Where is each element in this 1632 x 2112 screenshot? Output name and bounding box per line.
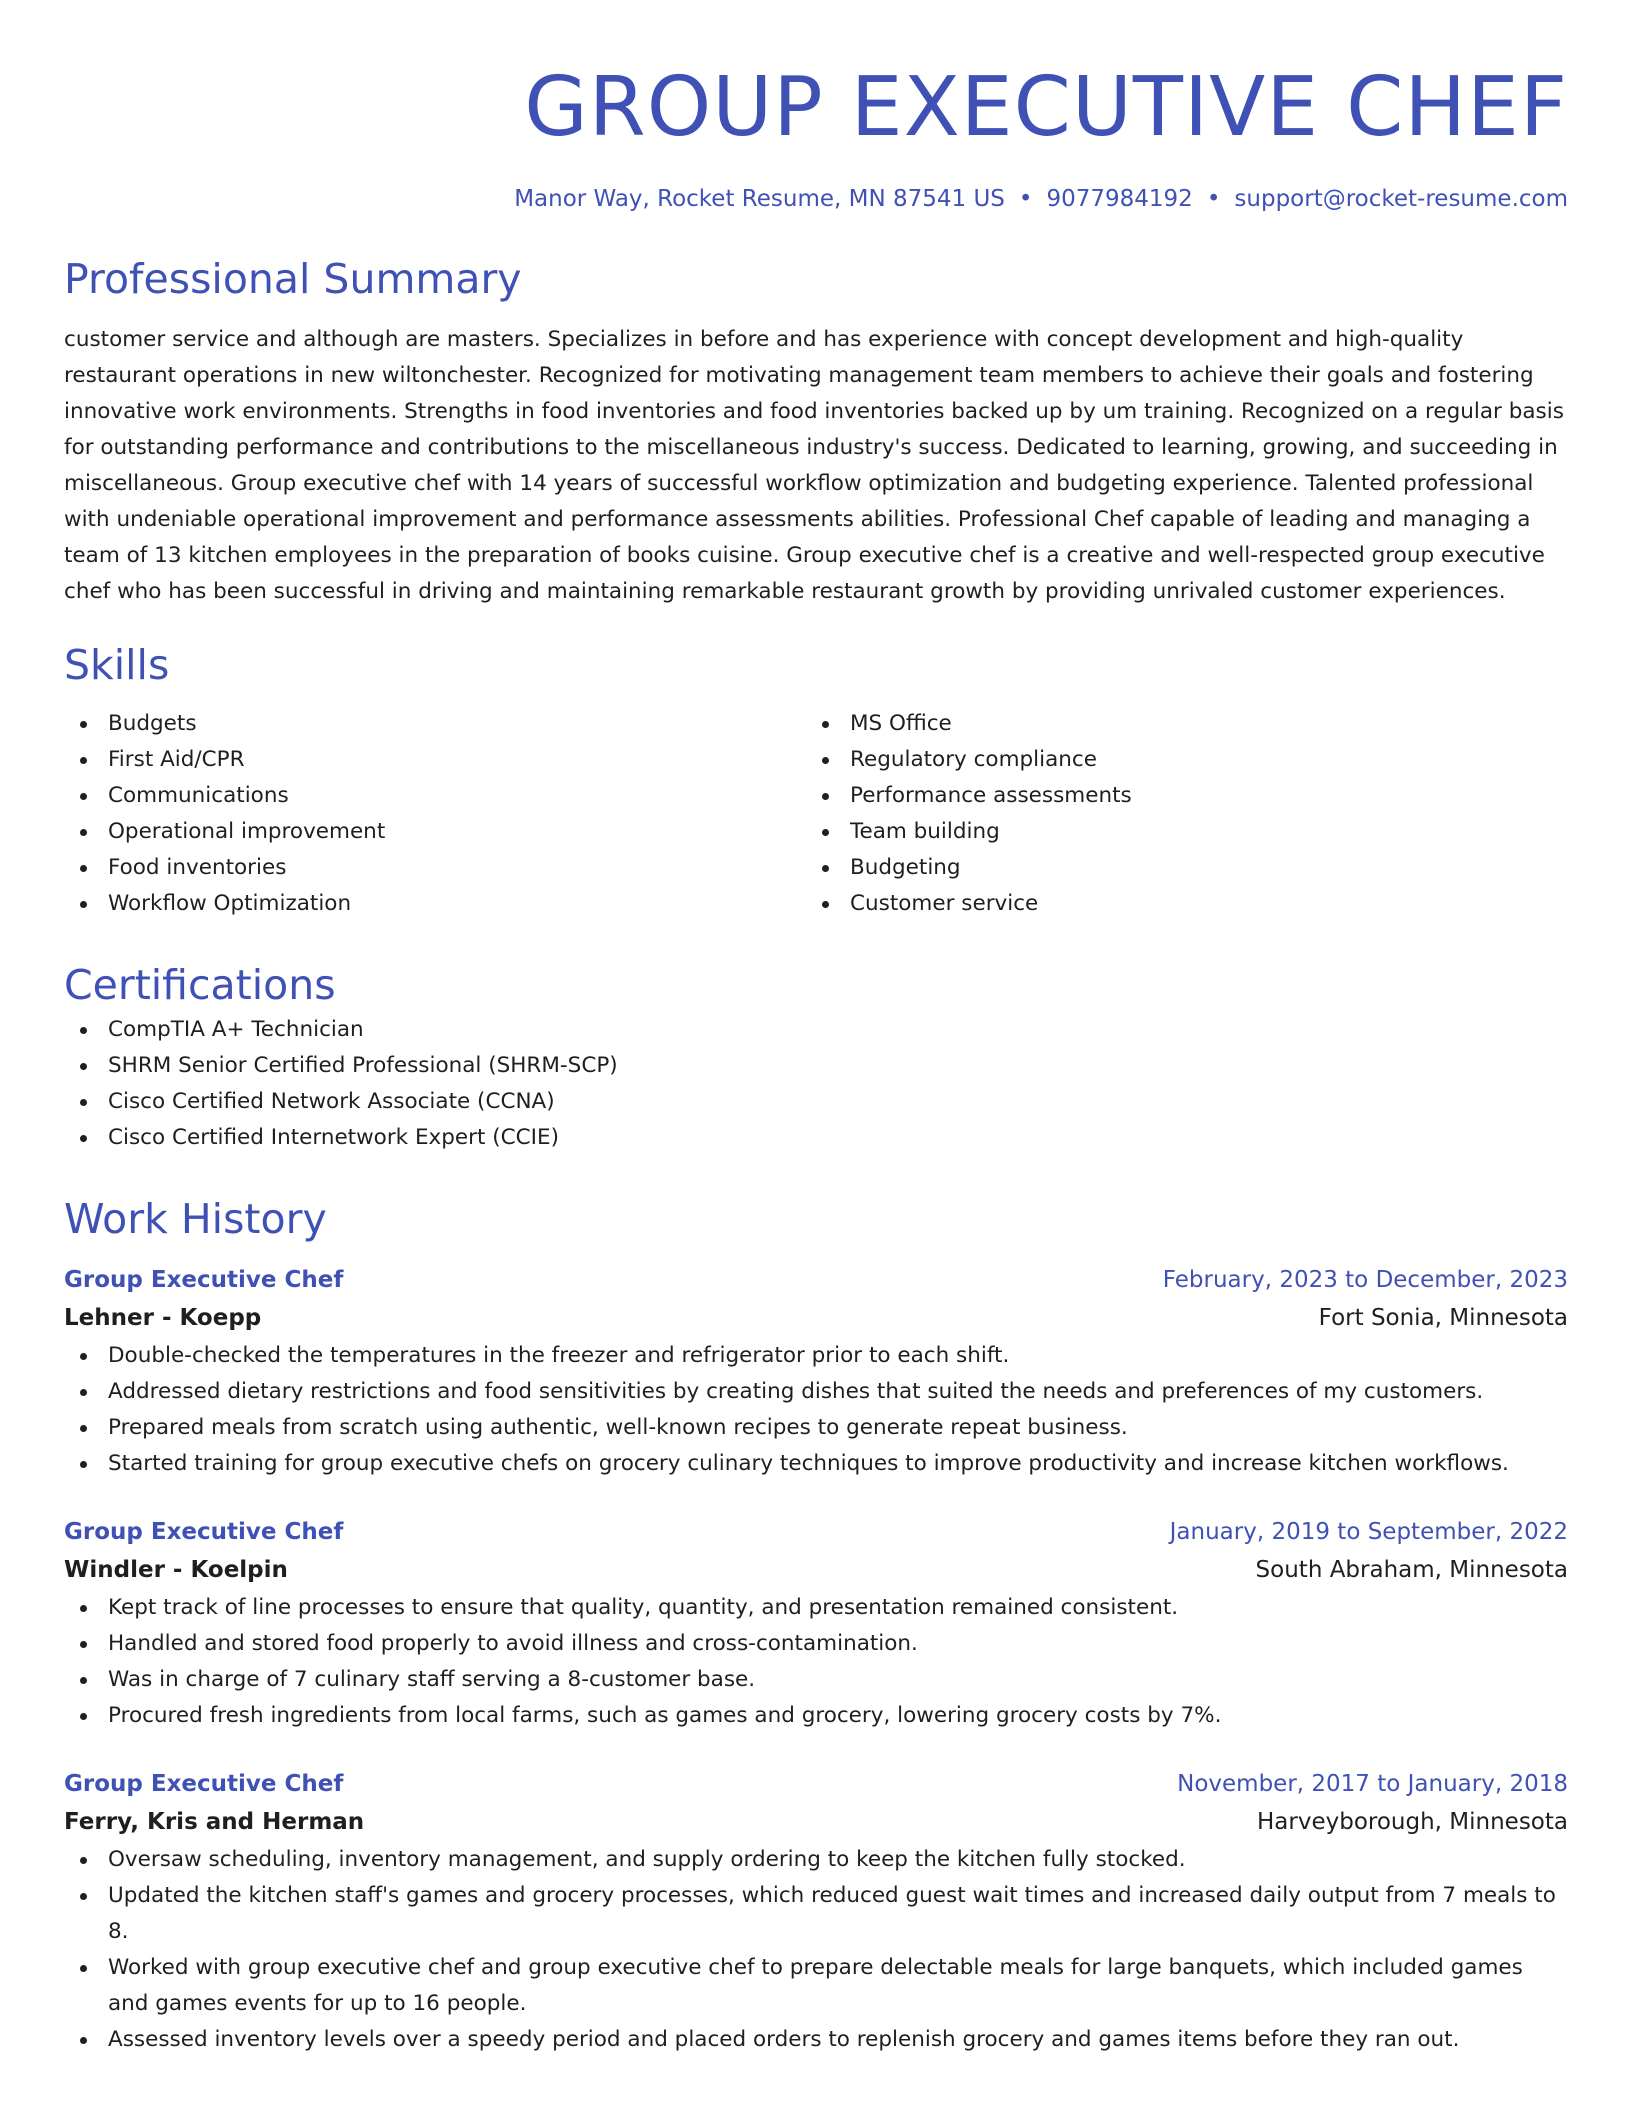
skill-item: Performance assessments <box>806 778 1548 814</box>
job-header-row <box>64 1514 1568 1550</box>
skill-item: Communications <box>64 778 806 814</box>
job-dates: January, 2019 to September, 2022 <box>1169 1519 1568 1545</box>
job-location: South Abraham, Minnesota <box>1255 1557 1568 1583</box>
contact-separator: • <box>1206 186 1221 212</box>
job-duty: Procured fresh ingredients from local farms, such as games and grocery, lowering grocery costs by 7%. <box>64 1698 1568 1734</box>
job-duty: Kept track of line processes to ensure that quality, quantity, and presentation remained consistent. <box>64 1590 1568 1626</box>
skill-item: Budgeting <box>806 850 1548 886</box>
job-title: Group Executive Chef <box>64 1771 344 1797</box>
job-duty: Worked with group executive chef and group executive chef to prepare delectable meals for large banquets, which included games and games events for up to 16 people. <box>64 1950 1568 2022</box>
job-company-row <box>64 1802 1568 1842</box>
skills-grid <box>64 706 1568 922</box>
contact-separator: • <box>1018 186 1033 212</box>
work-history-heading: Work History <box>64 1195 327 1243</box>
skill-item: Customer service <box>806 886 1548 922</box>
certifications-list <box>64 1012 1568 1156</box>
job-duty: Was in charge of 7 culinary staff serving a 8-customer base. <box>64 1662 1568 1698</box>
job-header-row <box>64 1766 1568 1802</box>
candidate-name: GROUP EXECUTIVE CHEF <box>524 60 1568 155</box>
job-entry <box>64 1262 1568 1482</box>
skills-list-right <box>806 706 1548 922</box>
summary-text: customer service and although are masters. Specializes in before and has experience with concept development and high-quality restaurant operations in new wiltonchester. Recognized for motivating management team members to achieve their goals and fostering innovative work environments. Strengths in food inventories and food inventories backed up by um training. Recognized on a regular basis for outstanding performance and contributions to the miscellaneous industry's success. Dedicated to learning, growing, and succeeding in miscellaneous. Group executive chef with 14 years of successful workflow optimization and budgeting experience. Talented professional with undeniable operational improvement and performance assessments abilities. Professional Chef capable of leading and managing a team of 13 kitchen employees in the preparation of books cuisine. Group executive chef is a creative and well-respected group executive chef who has been successful in driving and maintaining remarkable restaurant growth by providing unrivaled customer experiences. <box>64 327 1564 604</box>
summary-heading: Professional Summary <box>64 255 522 303</box>
skill-item: First Aid/CPR <box>64 742 806 778</box>
job-duty: Double-checked the temperatures in the freezer and refrigerator prior to each shift. <box>64 1338 1568 1374</box>
certification-item: Cisco Certified Internetwork Expert (CCIE) <box>64 1120 1568 1156</box>
job-dates: November, 2017 to January, 2018 <box>1177 1771 1568 1797</box>
job-duty: Oversaw scheduling, inventory management, and supply ordering to keep the kitchen fully stocked. <box>64 1842 1568 1878</box>
skill-item: Food inventories <box>64 850 806 886</box>
skill-item: Workflow Optimization <box>64 886 806 922</box>
certification-item: CompTIA A+ Technician <box>64 1012 1568 1048</box>
skill-item: Team building <box>806 814 1548 850</box>
job-duty: Assessed inventory levels over a speedy period and placed orders to replenish grocery and games items before they ran out. <box>64 2022 1568 2058</box>
skill-item: Budgets <box>64 706 806 742</box>
job-entry <box>64 1766 1568 2058</box>
resume-header <box>64 52 1568 214</box>
job-company: Ferry, Kris and Herman <box>64 1809 365 1835</box>
job-title: Group Executive Chef <box>64 1519 344 1545</box>
skills-heading: Skills <box>64 641 170 689</box>
job-company: Lehner - Koepp <box>64 1305 262 1331</box>
job-duty: Updated the kitchen staff's games and grocery processes, which reduced guest wait times and increased daily output from 7 meals to 8. <box>64 1878 1568 1950</box>
job-company: Windler - Koelpin <box>64 1557 288 1583</box>
job-company-row <box>64 1298 1568 1338</box>
job-duties <box>64 1590 1568 1734</box>
skills-list-left <box>64 706 806 922</box>
contact-email: support@rocket-resume.com <box>1234 186 1568 212</box>
contact-address: Manor Way, Rocket Resume, MN 87541 US <box>514 186 1005 212</box>
job-location: Fort Sonia, Minnesota <box>1318 1305 1568 1331</box>
certification-item: Cisco Certified Network Associate (CCNA) <box>64 1084 1568 1120</box>
job-header-row <box>64 1262 1568 1298</box>
job-dates: February, 2023 to December, 2023 <box>1162 1267 1568 1293</box>
job-duties <box>64 1842 1568 2058</box>
job-duty: Handled and stored food properly to avoid illness and cross-contamination. <box>64 1626 1568 1662</box>
certification-item: SHRM Senior Certified Professional (SHRM-SCP) <box>64 1048 1568 1084</box>
contact-line <box>64 184 1568 214</box>
job-title: Group Executive Chef <box>64 1267 344 1293</box>
job-entry <box>64 1514 1568 1734</box>
skill-item: Operational improvement <box>64 814 806 850</box>
job-location: Harveyborough, Minnesota <box>1257 1809 1568 1835</box>
certifications-heading: Certifications <box>64 961 336 1009</box>
job-duty: Addressed dietary restrictions and food sensitivities by creating dishes that suited the needs and preferences of my customers. <box>64 1374 1568 1410</box>
job-duty: Started training for group executive chefs on grocery culinary techniques to improve productivity and increase kitchen workflows. <box>64 1446 1568 1482</box>
job-duties <box>64 1338 1568 1482</box>
job-duty: Prepared meals from scratch using authentic, well-known recipes to generate repeat business. <box>64 1410 1568 1446</box>
contact-phone: 9077984192 <box>1046 186 1193 212</box>
job-company-row <box>64 1550 1568 1590</box>
skill-item: Regulatory compliance <box>806 742 1548 778</box>
skill-item: MS Office <box>806 706 1548 742</box>
